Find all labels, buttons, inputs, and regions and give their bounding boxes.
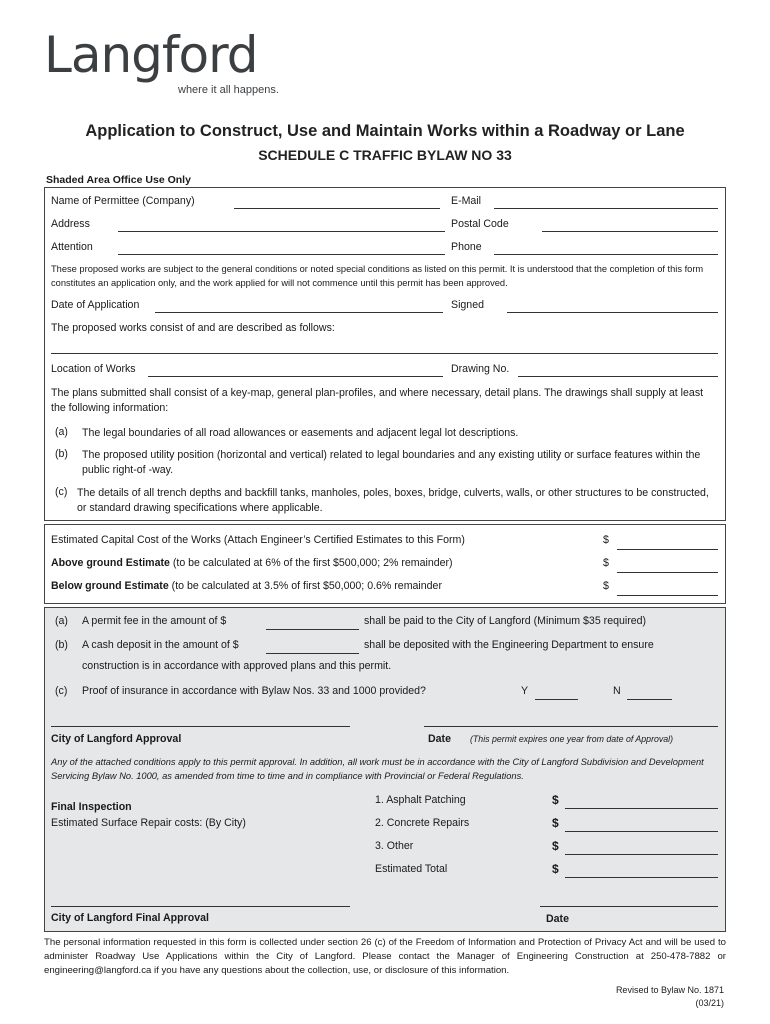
permit-fee-field[interactable] [266, 629, 359, 630]
label-date-of-application: Date of Application [51, 299, 140, 311]
capital-dollar: $ [603, 534, 609, 546]
above-ground-label [51, 557, 453, 569]
logo-wordmark: Langford [44, 26, 258, 84]
final-approval-signature-line[interactable] [51, 906, 350, 907]
estimated-total-label: Estimated Total [375, 863, 448, 875]
insurance-yes-field[interactable] [535, 699, 578, 700]
concrete-dollar: $ [552, 816, 559, 830]
above-ground-field[interactable] [617, 572, 718, 573]
repair-asphalt-label: 1. Asphalt Patching [375, 794, 466, 806]
above-ground-rest: (to be calculated at 6% of the first $500,000; 2% remainder) [169, 557, 453, 569]
plan-item-a: The legal boundaries of all road allowances or easements and adjacent legal lot descriptions. [82, 427, 519, 439]
permit-fee-after: shall be paid to the City of Langford (Minimum $35 required) [364, 615, 647, 627]
cash-deposit-text: A cash deposit in the amount of $ [82, 639, 239, 651]
plan-item-c-label: (c) [55, 486, 68, 498]
label-postal: Postal Code [451, 218, 509, 230]
label-attention: Attention [51, 241, 93, 253]
final-inspection-label: Final Inspection [51, 801, 132, 813]
below-dollar: $ [603, 580, 609, 592]
email-field[interactable] [494, 208, 718, 209]
final-approval-date-label: Date [546, 913, 569, 925]
plan-item-b-label: (b) [55, 448, 68, 460]
langford-logo [44, 26, 258, 84]
drawing-no-field[interactable] [518, 376, 718, 377]
label-address: Address [51, 218, 90, 230]
address-field[interactable] [118, 231, 445, 232]
label-phone: Phone [451, 241, 482, 253]
below-ground-label [51, 580, 442, 592]
label-permittee: Name of Permittee (Company) [51, 195, 195, 207]
label-email: E-Mail [451, 195, 482, 207]
permittee-field[interactable] [234, 208, 440, 209]
final-approval-label: City of Langford Final Approval [51, 912, 209, 924]
insurance-yes-label: Y [521, 685, 529, 697]
attached-conditions-note: Any of the attached conditions apply to this permit approval. In addition, all work must be in accordance with the City of Langford Subdivision and Development Servicing Bylaw No. 1000, as amended from time to time and in compliance with Provincial or Federal Regulations. [51, 757, 704, 781]
approval-signature-line[interactable] [51, 726, 350, 727]
privacy-footer: The personal information requested in this form is collected under section 26 (c) of the Freedom of Information and Protection of Privacy Act and will be used to administer Roadway Use Applications within the City of Langford. Please contact the Manager of Engineering Construction at 250-478-7882 or engineering@langford.ca if you have any questions about the collection, use, or disclosure of this information. [44, 937, 726, 976]
other-field[interactable] [565, 854, 718, 855]
form-subtitle: SCHEDULE C TRAFFIC BYLAW NO 33 [258, 147, 512, 163]
plan-item-b: The proposed utility position (horizontal and vertical) related to legal boundaries and any existing utility or surface features within the public right-of -way. [82, 449, 701, 476]
works-description-field[interactable] [51, 353, 718, 354]
above-dollar: $ [603, 557, 609, 569]
works-description-label: The proposed works consist of and are described as follows: [51, 322, 335, 334]
cash-deposit-after: shall be deposited with the Engineering Department to ensure [364, 639, 654, 651]
insurance-no-field[interactable] [627, 699, 672, 700]
other-dollar: $ [552, 839, 559, 853]
postal-code-field[interactable] [542, 231, 718, 232]
city-approval-label: City of Langford Approval [51, 733, 182, 745]
repair-costs-label: Estimated Surface Repair costs: (By City) [51, 817, 246, 829]
conditions-text: These proposed works are subject to the general conditions or noted special conditions as listed on this permit. It is understood that the completion of this form constitutes an application only, and the work applied for will not commence until this permit has been approved. [51, 264, 704, 288]
below-ground-field[interactable] [617, 595, 718, 596]
cash-deposit-field[interactable] [266, 653, 359, 654]
phone-field[interactable] [494, 254, 718, 255]
label-location: Location of Works [51, 363, 136, 375]
revision-note [616, 984, 724, 1010]
logo-tagline: where it all happens. [178, 84, 279, 96]
permit-fee-text: A permit fee in the amount of $ [82, 615, 227, 627]
below-ground-rest: (to be calculated at 3.5% of first $50,000; 0.6% remainder [168, 580, 442, 592]
total-field[interactable] [565, 877, 718, 878]
revision-line-2: (03/21) [695, 998, 724, 1008]
expiry-note: (This permit expires one year from date of Approval) [470, 734, 674, 744]
concrete-field[interactable] [565, 831, 718, 832]
signature-field[interactable] [507, 312, 718, 313]
form-title: Application to Construct, Use and Maintain Works within a Roadway or Lane [85, 122, 685, 140]
asphalt-dollar: $ [552, 793, 559, 807]
asphalt-field[interactable] [565, 808, 718, 809]
approval-date-line[interactable] [424, 726, 718, 727]
insurance-no-label: N [613, 685, 621, 697]
capital-cost-field[interactable] [617, 549, 718, 550]
repair-concrete-label: 2. Concrete Repairs [375, 817, 470, 829]
date-of-application-field[interactable] [155, 312, 443, 313]
final-approval-date-line[interactable] [540, 906, 718, 907]
plan-item-a-label: (a) [55, 426, 68, 438]
approval-date-label: Date [428, 733, 451, 745]
revision-line-1: Revised to Bylaw No. 1871 [615, 985, 724, 995]
plan-item-c: The details of all trench depths and backfill tanks, manholes, poles, boxes, bridge, culverts, walls, or other structures to be constructed, or standard drawing specifications where applicable. [77, 487, 709, 514]
capital-cost-label: Estimated Capital Cost of the Works (Attach Engineer’s Certified Estimates to this Form) [51, 534, 465, 546]
location-field[interactable] [148, 376, 443, 377]
deposit-label-b: (b) [55, 639, 68, 651]
plans-text: The plans submitted shall consist of a key-map, general plan-profiles, and where necessary, detail plans. The drawings shall supply at least the following information: [51, 387, 704, 414]
insurance-label-c: (c) [55, 685, 68, 697]
attention-field[interactable] [118, 254, 445, 255]
label-drawing-no: Drawing No. [451, 363, 510, 375]
above-ground-bold: Above ground Estimate [51, 557, 170, 569]
label-signed: Signed [451, 299, 484, 311]
below-ground-bold: Below ground Estimate [51, 580, 169, 592]
office-use-note: Shaded Area Office Use Only [46, 174, 191, 186]
insurance-text: Proof of insurance in accordance with Bylaw Nos. 33 and 1000 provided? [82, 685, 426, 697]
total-dollar: $ [552, 862, 559, 876]
fee-label-a: (a) [55, 615, 68, 627]
repair-other-label: 3. Other [375, 840, 414, 852]
cash-deposit-cont: construction is in accordance with approved plans and this permit. [82, 660, 392, 672]
